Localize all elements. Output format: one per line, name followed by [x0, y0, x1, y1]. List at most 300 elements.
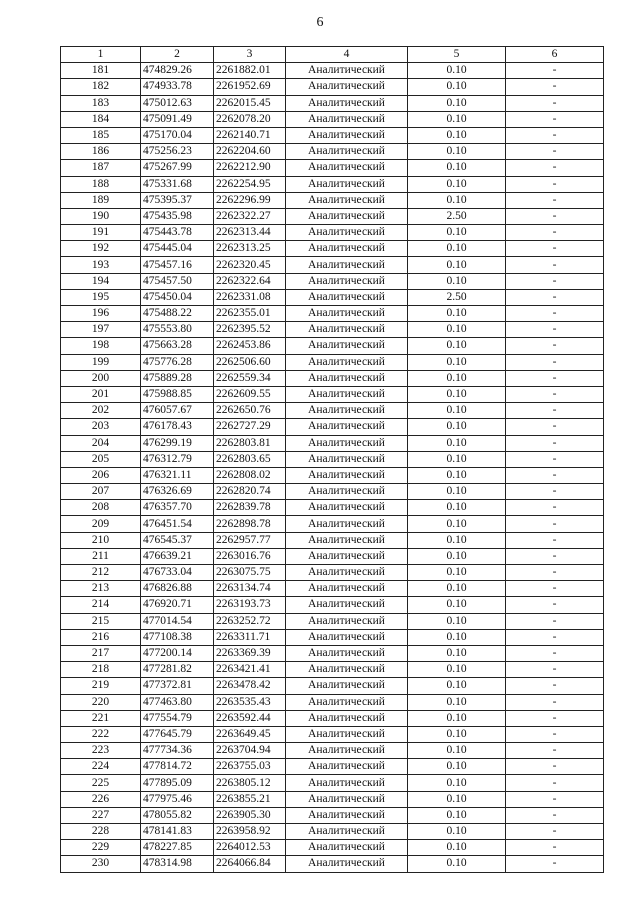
table-row: [61, 516, 604, 532]
header-col-2: 2: [141, 47, 214, 63]
table-row: [61, 354, 604, 370]
table-cell: 193: [61, 257, 141, 273]
table-cell: 2262727.29: [214, 419, 286, 435]
table-cell: 477200.14: [141, 645, 214, 661]
table-cell: 475012.63: [141, 95, 214, 111]
table-row: [61, 645, 604, 661]
table-cell: Аналитический: [286, 597, 408, 613]
table-cell: 184: [61, 111, 141, 127]
table-cell: 0.10: [408, 95, 506, 111]
table-cell: Аналитический: [286, 678, 408, 694]
table-cell: 478314.98: [141, 856, 214, 872]
table-cell: 0.10: [408, 160, 506, 176]
table-cell: Аналитический: [286, 565, 408, 581]
table-header: [61, 47, 604, 63]
table-cell: -: [506, 678, 604, 694]
table-cell: Аналитический: [286, 338, 408, 354]
table-cell: 199: [61, 354, 141, 370]
table-cell: Аналитический: [286, 662, 408, 678]
table-cell: 2262015.45: [214, 95, 286, 111]
table-row: [61, 678, 604, 694]
table-cell: -: [506, 467, 604, 483]
table-row: [61, 208, 604, 224]
table-cell: Аналитический: [286, 775, 408, 791]
table-cell: 0.10: [408, 759, 506, 775]
table-cell: 0.10: [408, 435, 506, 451]
table-cell: 225: [61, 775, 141, 791]
table-cell: Аналитический: [286, 500, 408, 516]
table-cell: -: [506, 856, 604, 872]
table-cell: 197: [61, 322, 141, 338]
table-cell: 2262957.77: [214, 532, 286, 548]
table-cell: 194: [61, 273, 141, 289]
table-cell: Аналитический: [286, 79, 408, 95]
table-cell: -: [506, 645, 604, 661]
table-cell: 0.10: [408, 807, 506, 823]
table-cell: 198: [61, 338, 141, 354]
page-number: 6: [316, 15, 324, 30]
table-cell: Аналитический: [286, 613, 408, 629]
table-cell: 0.10: [408, 322, 506, 338]
table-cell: 2262803.65: [214, 451, 286, 467]
table-cell: 2263252.72: [214, 613, 286, 629]
table-cell: 0.10: [408, 597, 506, 613]
table-row: [61, 225, 604, 241]
table-row: [61, 370, 604, 386]
table-cell: 0.10: [408, 257, 506, 273]
table-cell: -: [506, 176, 604, 192]
header-col-3: 3: [214, 47, 286, 63]
table-row: [61, 289, 604, 305]
table-row: [61, 500, 604, 516]
table-cell: 475443.78: [141, 225, 214, 241]
table-cell: 183: [61, 95, 141, 111]
table-cell: 476057.67: [141, 403, 214, 419]
table-cell: Аналитический: [286, 192, 408, 208]
table-cell: 218: [61, 662, 141, 678]
table-cell: 477895.09: [141, 775, 214, 791]
table-cell: 186: [61, 144, 141, 160]
table-cell: Аналитический: [286, 824, 408, 840]
table-cell: Аналитический: [286, 548, 408, 564]
table-cell: 2263134.74: [214, 581, 286, 597]
table-cell: 476178.43: [141, 419, 214, 435]
table-cell: 2264012.53: [214, 840, 286, 856]
table-cell: Аналитический: [286, 726, 408, 742]
header-row: [61, 47, 604, 63]
table-cell: 476639.21: [141, 548, 214, 564]
header-col-4: 4: [286, 47, 408, 63]
table-cell: 477814.72: [141, 759, 214, 775]
table-cell: Аналитический: [286, 484, 408, 500]
table-cell: 475170.04: [141, 127, 214, 143]
table-cell: 0.10: [408, 403, 506, 419]
table-cell: 0.10: [408, 386, 506, 402]
table-cell: 222: [61, 726, 141, 742]
table-cell: 476326.69: [141, 484, 214, 500]
table-cell: -: [506, 662, 604, 678]
table-cell: 475331.68: [141, 176, 214, 192]
table-cell: 0.10: [408, 824, 506, 840]
table-cell: 477975.46: [141, 791, 214, 807]
table-row: [61, 548, 604, 564]
table-row: [61, 581, 604, 597]
table-cell: 475450.04: [141, 289, 214, 305]
table-cell: 0.10: [408, 127, 506, 143]
table-cell: 476321.11: [141, 467, 214, 483]
table-cell: Аналитический: [286, 532, 408, 548]
table-cell: -: [506, 322, 604, 338]
table-cell: 0.10: [408, 467, 506, 483]
table-cell: Аналитический: [286, 581, 408, 597]
table-row: [61, 127, 604, 143]
table-cell: 0.10: [408, 516, 506, 532]
table-cell: 192: [61, 241, 141, 257]
table-cell: Аналитический: [286, 322, 408, 338]
table-cell: Аналитический: [286, 516, 408, 532]
table-cell: 476312.79: [141, 451, 214, 467]
table-cell: 0.10: [408, 840, 506, 856]
table-cell: 0.10: [408, 532, 506, 548]
table-cell: -: [506, 597, 604, 613]
table-cell: 475445.04: [141, 241, 214, 257]
table-cell: 2262395.52: [214, 322, 286, 338]
table-cell: 475889.28: [141, 370, 214, 386]
table-cell: 2263016.76: [214, 548, 286, 564]
table-cell: 209: [61, 516, 141, 532]
table-cell: 2263805.12: [214, 775, 286, 791]
table-cell: Аналитический: [286, 63, 408, 79]
table-cell: 475988.85: [141, 386, 214, 402]
table-row: [61, 694, 604, 710]
table-cell: Аналитический: [286, 386, 408, 402]
table-cell: 207: [61, 484, 141, 500]
table-cell: 0.10: [408, 662, 506, 678]
table-cell: 475267.99: [141, 160, 214, 176]
table-cell: Аналитический: [286, 225, 408, 241]
table-cell: -: [506, 775, 604, 791]
table-cell: 477463.80: [141, 694, 214, 710]
table-cell: 2261952.69: [214, 79, 286, 95]
table-cell: Аналитический: [286, 840, 408, 856]
table-cell: 0.10: [408, 370, 506, 386]
table-cell: 220: [61, 694, 141, 710]
table-cell: -: [506, 743, 604, 759]
table-cell: 0.10: [408, 306, 506, 322]
table-row: [61, 467, 604, 483]
table-cell: 2263704.94: [214, 743, 286, 759]
table-cell: 219: [61, 678, 141, 694]
table-cell: -: [506, 710, 604, 726]
table-cell: 212: [61, 565, 141, 581]
table-cell: Аналитический: [286, 807, 408, 823]
table-cell: 2263649.45: [214, 726, 286, 742]
table-cell: Аналитический: [286, 759, 408, 775]
table-cell: -: [506, 791, 604, 807]
table-row: [61, 807, 604, 823]
table-cell: Аналитический: [286, 645, 408, 661]
table-cell: -: [506, 386, 604, 402]
table-row: [61, 95, 604, 111]
table-cell: 201: [61, 386, 141, 402]
table-cell: 0.10: [408, 743, 506, 759]
table-cell: -: [506, 127, 604, 143]
table-cell: 2263421.41: [214, 662, 286, 678]
table-cell: 2264066.84: [214, 856, 286, 872]
table-cell: 477645.79: [141, 726, 214, 742]
table-cell: -: [506, 451, 604, 467]
table-cell: 2.50: [408, 208, 506, 224]
table-row: [61, 257, 604, 273]
table-cell: 476545.37: [141, 532, 214, 548]
table-cell: Аналитический: [286, 127, 408, 143]
table-cell: Аналитический: [286, 208, 408, 224]
table-cell: 2262313.25: [214, 241, 286, 257]
table-cell: 478227.85: [141, 840, 214, 856]
table-cell: 202: [61, 403, 141, 419]
header-col-1: 1: [61, 47, 141, 63]
table-cell: 0.10: [408, 354, 506, 370]
table-cell: 0.10: [408, 79, 506, 95]
table-cell: 474933.78: [141, 79, 214, 95]
table-row: [61, 565, 604, 581]
table-row: [61, 306, 604, 322]
table-cell: 0.10: [408, 273, 506, 289]
header-col-6: 6: [506, 47, 604, 63]
table-row: [61, 775, 604, 791]
table-cell: 0.10: [408, 192, 506, 208]
table-cell: Аналитический: [286, 435, 408, 451]
table-cell: 477734.36: [141, 743, 214, 759]
table-cell: Аналитический: [286, 694, 408, 710]
table-cell: 2262609.55: [214, 386, 286, 402]
table-cell: -: [506, 289, 604, 305]
table-cell: 2262140.71: [214, 127, 286, 143]
table-row: [61, 79, 604, 95]
table-cell: 196: [61, 306, 141, 322]
table-cell: 475395.37: [141, 192, 214, 208]
table-cell: -: [506, 435, 604, 451]
table-row: [61, 435, 604, 451]
table-cell: -: [506, 79, 604, 95]
table-row: [61, 176, 604, 192]
table-cell: Аналитический: [286, 176, 408, 192]
table-cell: 0.10: [408, 144, 506, 160]
table-cell: Аналитический: [286, 306, 408, 322]
table-cell: 2262803.81: [214, 435, 286, 451]
table-cell: -: [506, 419, 604, 435]
table-cell: 228: [61, 824, 141, 840]
table-body: [61, 63, 604, 872]
table-cell: Аналитический: [286, 791, 408, 807]
table-row: [61, 338, 604, 354]
table-cell: 0.10: [408, 613, 506, 629]
table-cell: 226: [61, 791, 141, 807]
table-cell: 2263855.21: [214, 791, 286, 807]
table-cell: 2263535.43: [214, 694, 286, 710]
table-cell: 0.10: [408, 791, 506, 807]
table-cell: 190: [61, 208, 141, 224]
table-cell: 2263193.73: [214, 597, 286, 613]
table-cell: 0.10: [408, 241, 506, 257]
table-cell: -: [506, 208, 604, 224]
table-cell: 2262559.34: [214, 370, 286, 386]
table-cell: 475663.28: [141, 338, 214, 354]
table-cell: 215: [61, 613, 141, 629]
table-cell: 0.10: [408, 451, 506, 467]
table-cell: 476357.70: [141, 500, 214, 516]
table-cell: 475553.80: [141, 322, 214, 338]
table-cell: 2262839.78: [214, 500, 286, 516]
table-cell: 0.10: [408, 694, 506, 710]
table-row: [61, 322, 604, 338]
table-cell: 2262078.20: [214, 111, 286, 127]
table-cell: 477014.54: [141, 613, 214, 629]
table-cell: 2262355.01: [214, 306, 286, 322]
table-cell: -: [506, 338, 604, 354]
table-cell: 0.10: [408, 726, 506, 742]
table-cell: 478141.83: [141, 824, 214, 840]
table-cell: -: [506, 532, 604, 548]
table-cell: 0.10: [408, 338, 506, 354]
table-cell: 2262820.74: [214, 484, 286, 500]
table-cell: -: [506, 500, 604, 516]
table-cell: 2263905.30: [214, 807, 286, 823]
table-cell: 2262898.78: [214, 516, 286, 532]
table-row: [61, 824, 604, 840]
table-row: [61, 403, 604, 419]
table-cell: 0.10: [408, 856, 506, 872]
table-cell: 2262204.60: [214, 144, 286, 160]
table-cell: Аналитический: [286, 856, 408, 872]
table-cell: -: [506, 516, 604, 532]
table-cell: Аналитический: [286, 95, 408, 111]
table-cell: 475457.16: [141, 257, 214, 273]
table-cell: 474829.26: [141, 63, 214, 79]
table-row: [61, 791, 604, 807]
table-cell: -: [506, 95, 604, 111]
table-cell: 475256.23: [141, 144, 214, 160]
table-row: [61, 759, 604, 775]
table-cell: 217: [61, 645, 141, 661]
table-cell: 203: [61, 419, 141, 435]
table-cell: 476920.71: [141, 597, 214, 613]
table-cell: Аналитический: [286, 160, 408, 176]
table-cell: 213: [61, 581, 141, 597]
table-cell: -: [506, 824, 604, 840]
table-cell: Аналитический: [286, 354, 408, 370]
table-cell: 475457.50: [141, 273, 214, 289]
table-cell: 2262331.08: [214, 289, 286, 305]
table-cell: 2.50: [408, 289, 506, 305]
table-cell: 2262650.76: [214, 403, 286, 419]
table-cell: 2262320.45: [214, 257, 286, 273]
table-cell: 2263311.71: [214, 629, 286, 645]
table-cell: Аналитический: [286, 467, 408, 483]
table-cell: 2262212.90: [214, 160, 286, 176]
table-cell: -: [506, 840, 604, 856]
table-cell: -: [506, 726, 604, 742]
table-row: [61, 144, 604, 160]
table-cell: Аналитический: [286, 111, 408, 127]
table-cell: 210: [61, 532, 141, 548]
table-row: [61, 662, 604, 678]
table-cell: 475776.28: [141, 354, 214, 370]
table-cell: 0.10: [408, 581, 506, 597]
table-cell: -: [506, 354, 604, 370]
table-cell: Аналитический: [286, 451, 408, 467]
table-cell: 2262322.27: [214, 208, 286, 224]
table-row: [61, 273, 604, 289]
table-cell: 2263478.42: [214, 678, 286, 694]
table-cell: 0.10: [408, 710, 506, 726]
table-cell: 224: [61, 759, 141, 775]
table-cell: 185: [61, 127, 141, 143]
table-cell: -: [506, 241, 604, 257]
table-cell: 475091.49: [141, 111, 214, 127]
table-row: [61, 241, 604, 257]
table-cell: -: [506, 565, 604, 581]
table-cell: -: [506, 257, 604, 273]
table-cell: -: [506, 111, 604, 127]
table-cell: -: [506, 629, 604, 645]
table-cell: 2261882.01: [214, 63, 286, 79]
table-cell: Аналитический: [286, 273, 408, 289]
table-cell: 477108.38: [141, 629, 214, 645]
table-cell: -: [506, 160, 604, 176]
table-cell: Аналитический: [286, 743, 408, 759]
table-cell: 230: [61, 856, 141, 872]
table-cell: -: [506, 403, 604, 419]
table-cell: 0.10: [408, 419, 506, 435]
table-row: [61, 613, 604, 629]
table-cell: 476826.88: [141, 581, 214, 597]
table-cell: -: [506, 694, 604, 710]
table-cell: 221: [61, 710, 141, 726]
table-cell: Аналитический: [286, 289, 408, 305]
table-cell: -: [506, 548, 604, 564]
table-cell: 2263755.03: [214, 759, 286, 775]
table-cell: -: [506, 306, 604, 322]
table-row: [61, 111, 604, 127]
table-cell: 477554.79: [141, 710, 214, 726]
table-cell: 0.10: [408, 176, 506, 192]
coordinates-table: [60, 46, 604, 873]
table-cell: 0.10: [408, 548, 506, 564]
table-cell: 191: [61, 225, 141, 241]
table-row: [61, 419, 604, 435]
table-cell: 216: [61, 629, 141, 645]
table-row: [61, 386, 604, 402]
table-cell: 182: [61, 79, 141, 95]
header-col-5: 5: [408, 47, 506, 63]
table-cell: 206: [61, 467, 141, 483]
table-cell: 0.10: [408, 629, 506, 645]
table-cell: -: [506, 192, 604, 208]
table-row: [61, 484, 604, 500]
table-cell: 2262322.64: [214, 273, 286, 289]
table-cell: 477281.82: [141, 662, 214, 678]
table-cell: -: [506, 225, 604, 241]
table-cell: 2262808.02: [214, 467, 286, 483]
table-cell: -: [506, 273, 604, 289]
table-cell: 208: [61, 500, 141, 516]
table-cell: -: [506, 484, 604, 500]
table-cell: Аналитический: [286, 370, 408, 386]
table-cell: Аналитический: [286, 419, 408, 435]
table-cell: 200: [61, 370, 141, 386]
table-row: [61, 726, 604, 742]
